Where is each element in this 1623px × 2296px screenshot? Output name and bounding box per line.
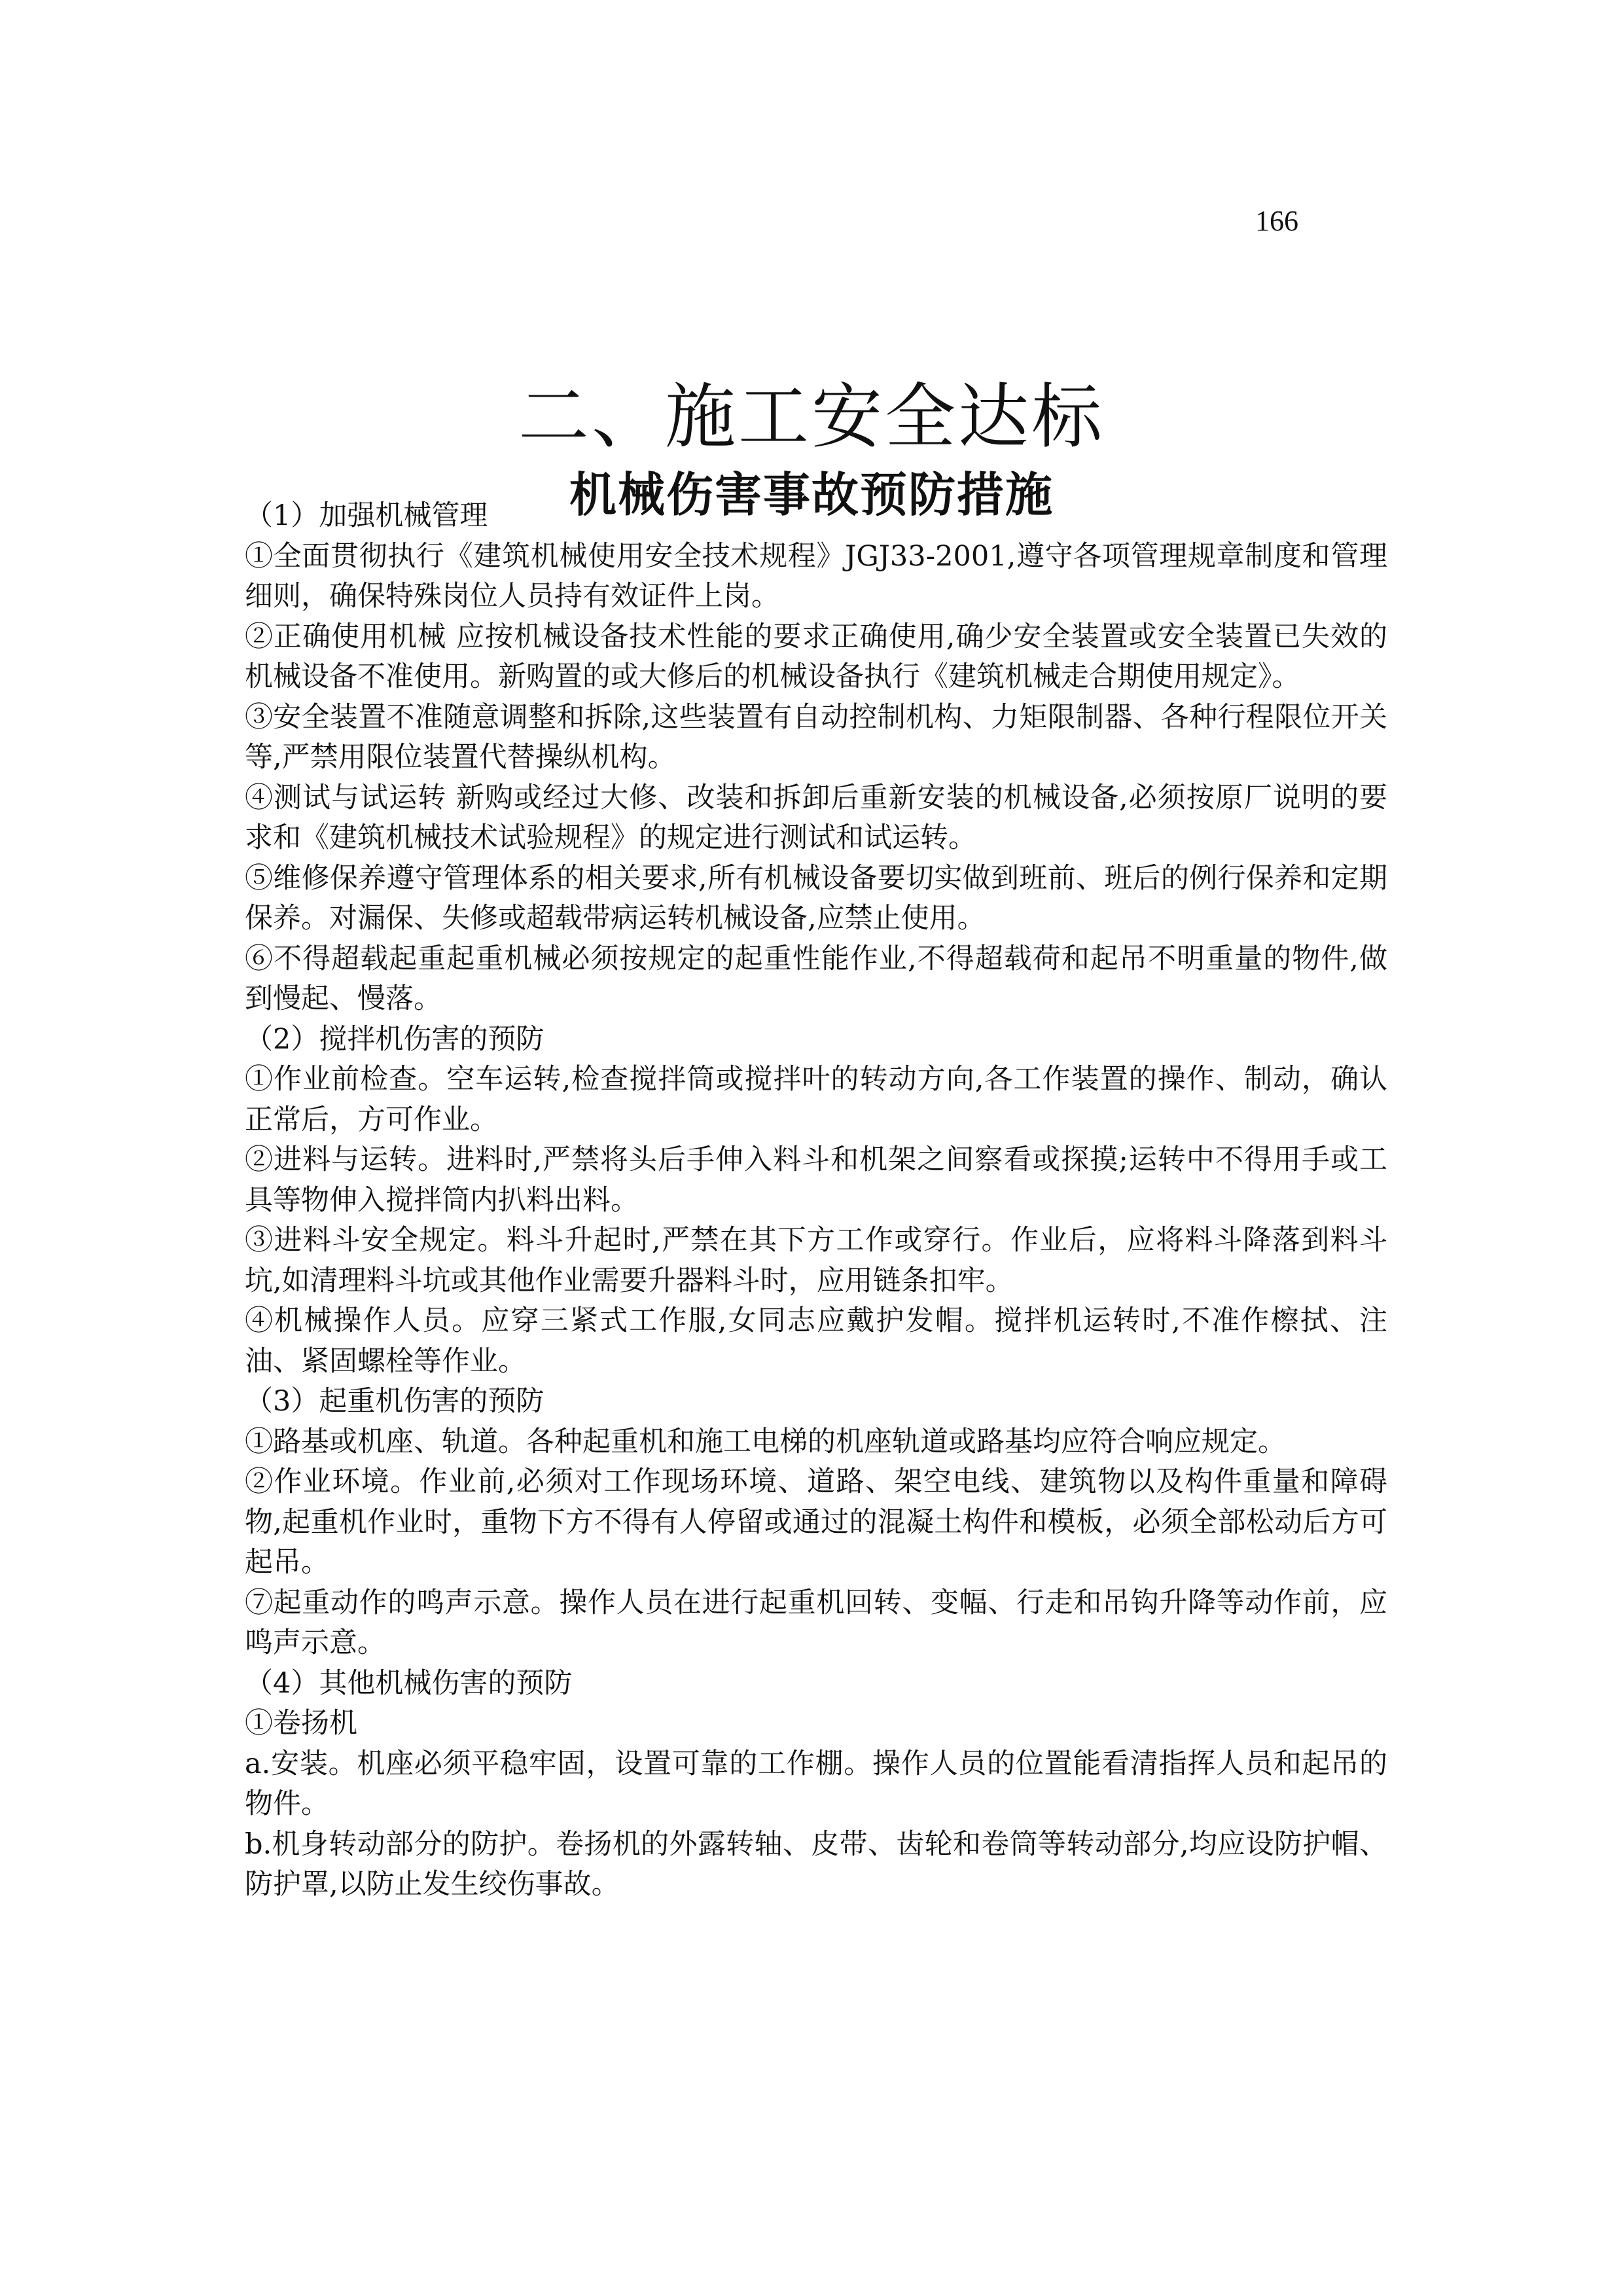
paragraph: ②正确使用机械 应按机械设备技术性能的要求正确使用,确少安全装置或安全装置已失效的机械设备不准使用。新购置的或大修后的机械设备执行《建筑机械走合期使用规定》。: [245, 620, 1387, 693]
section-heading-3: （3）起重机伤害的预防: [245, 1385, 544, 1418]
page-number: 166: [1255, 205, 1298, 237]
document-body: [245, 496, 1387, 1905]
paragraph: ②进料与运转。进料时,严禁将头后手伸入料斗和机架之间察看或探摸;运转中不得用手或工具等物伸入搅拌筒内扒料出料。: [245, 1143, 1387, 1217]
paragraph: ①作业前检查。空车运转,检查搅拌筒或搅拌叶的转动方向,各工作装置的操作、制动，确认正常后，方可作业。: [245, 1063, 1387, 1136]
section-heading-1: （1）加强机械管理: [245, 499, 488, 532]
paragraph: a.安装。机座必须平稳牢固，设置可靠的工作棚。操作人员的位置能看清指挥人员和起吊的物件。: [245, 1747, 1387, 1820]
paragraph: ①卷扬机: [245, 1707, 357, 1740]
paragraph: ③安全装置不准随意调整和拆除,这些装置有自动控制机构、力矩限制器、各种行程限位开关等,严禁用限位装置代替操纵机构。: [245, 700, 1387, 774]
page-subtitle: 机械伤害事故预防措施: [569, 467, 1054, 522]
paragraph: ⑥不得超载起重起重机械必须按规定的起重性能作业,不得超载荷和起吊不明重量的物件,做到慢起、慢落。: [245, 942, 1387, 1015]
page-title: 二、施工安全达标: [518, 376, 1105, 459]
paragraph: ④机械操作人员。应穿三紧式工作服,女同志应戴护发帽。搅拌机运转时,不准作檫拭、注油、紧固螺栓等作业。: [245, 1304, 1387, 1378]
paragraph: ①路基或机座、轨道。各种起重机和施工电梯的机座轨道或路基均应符合响应规定。: [245, 1425, 1286, 1458]
section-heading-4: （4）其他机械伤害的预防: [245, 1666, 573, 1700]
paragraph: ⑤维修保养遵守管理体系的相关要求,所有机械设备要切实做到班前、班后的例行保养和定期保养。对漏保、失修或超载带病运转机械设备,应禁止使用。: [245, 861, 1387, 935]
paragraph: ③进料斗安全规定。料斗升起时,严禁在其下方工作或穿行。作业后，应将料斗降落到料斗坑,如清理料斗坑或其他作业需要升器料斗时，应用链条扣牢。: [245, 1224, 1387, 1297]
paragraph: ①全面贯彻执行《建筑机械使用安全技术规程》JGJ33-2001,遵守各项管理规章制度和管理细则，确保特殊岗位人员持有效证件上岗。: [245, 539, 1387, 613]
paragraph: ⑦起重动作的鸣声示意。操作人员在进行起重机回转、变幅、行走和吊钩升降等动作前，应鸣声示意。: [245, 1586, 1387, 1659]
paragraph: b.机身转动部分的防护。卷扬机的外露转轴、皮带、齿轮和卷筒等转动部分,均应设防护帽、防护罩,以防止发生绞伤事故。: [245, 1827, 1387, 1901]
section-heading-2: （2）搅拌机伤害的预防: [245, 1022, 544, 1056]
paragraph: ②作业环境。作业前,必须对工作现场环境、道路、架空电线、建筑物以及构件重量和障碍物,起重机作业时，重物下方不得有人停留或通过的混凝土构件和模板，必须全部松动后方可起吊。: [245, 1465, 1387, 1579]
paragraph: ④测试与试运转 新购或经过大修、改装和拆卸后重新安装的机械设备,必须按原厂说明的要求和《建筑机械技术试验规程》的规定进行测试和试运转。: [245, 781, 1387, 854]
